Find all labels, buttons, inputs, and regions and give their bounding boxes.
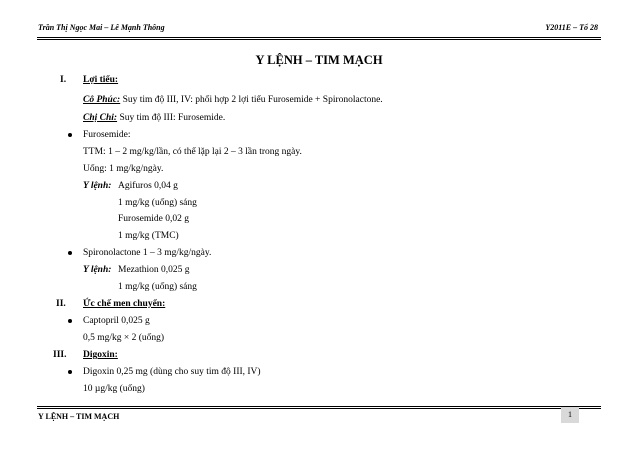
- section-1-heading: Lợi tiểu:: [83, 75, 119, 85]
- patient-label-phuc: Cô Phúc:: [83, 95, 121, 105]
- order-2-a: Mezathion 0,025 g: [118, 265, 190, 275]
- header-authors: Trần Thị Ngọc Mai – Lê Mạnh Thông: [38, 23, 165, 32]
- order-1-c: Furosemide 0,02 g: [118, 214, 189, 224]
- section-3-number: III.: [53, 350, 67, 360]
- drug-spironolactone: Spironolactone 1 – 3 mg/kg/ngày.: [83, 248, 212, 258]
- drug-digoxin: Digoxin 0,25 mg (dùng cho suy tim độ III, IV): [83, 367, 261, 377]
- digoxin-dose: 10 µg/kg (uống): [83, 384, 145, 394]
- section-3-heading: Digoxin:: [83, 350, 118, 360]
- captopril-dose: 0,5 mg/kg × 2 (uống): [83, 333, 165, 343]
- header-group: Y2011E – Tổ 28: [545, 23, 598, 32]
- patient-text-chi: Suy tim độ III: Furosemide.: [117, 113, 226, 123]
- order-1-a: Agifuros 0,04 g: [118, 181, 178, 191]
- order-1-d: 1 mg/kg (TMC): [118, 231, 179, 241]
- header-rule: [37, 37, 601, 40]
- order-1-b: 1 mg/kg (uống) sáng: [118, 198, 197, 208]
- section-1-line-2: [83, 112, 225, 124]
- section-1-number: I.: [60, 75, 67, 85]
- page-number: 1: [561, 407, 579, 423]
- drug-furosemide: Furosemide:: [83, 130, 131, 140]
- drug-captopril: Captopril 0,025 g: [83, 316, 150, 326]
- order-label-1: Y lệnh:: [83, 181, 112, 191]
- bullet-icon: [68, 319, 72, 323]
- bullet-icon: [68, 133, 72, 137]
- bullet-icon: [68, 370, 72, 374]
- section-2-number: II.: [56, 299, 66, 309]
- footer-rule: [37, 406, 601, 409]
- section-1-line-1: [83, 94, 383, 106]
- patient-label-chi: Chị Chi:: [83, 113, 118, 123]
- page-title: Y LỆNH – TIM MẠCH: [255, 53, 383, 67]
- bullet-icon: [68, 251, 72, 255]
- section-2-heading: Ức chế men chuyển:: [83, 299, 166, 309]
- furosemide-oral: Uống: 1 mg/kg/ngày.: [83, 164, 164, 174]
- order-label-2: Y lệnh:: [83, 265, 112, 275]
- furosemide-ttm: TTM: 1 – 2 mg/kg/lần, có thể lặp lại 2 – 3 lần trong ngày.: [83, 147, 302, 157]
- order-2-b: 1 mg/kg (uống) sáng: [118, 282, 197, 292]
- footer-label: Y LỆNH – TIM MẠCH: [38, 412, 120, 421]
- patient-text-phuc: Suy tim độ III, IV: phối hợp 2 lợi tiểu Furosemide + Spironolactone.: [120, 95, 383, 105]
